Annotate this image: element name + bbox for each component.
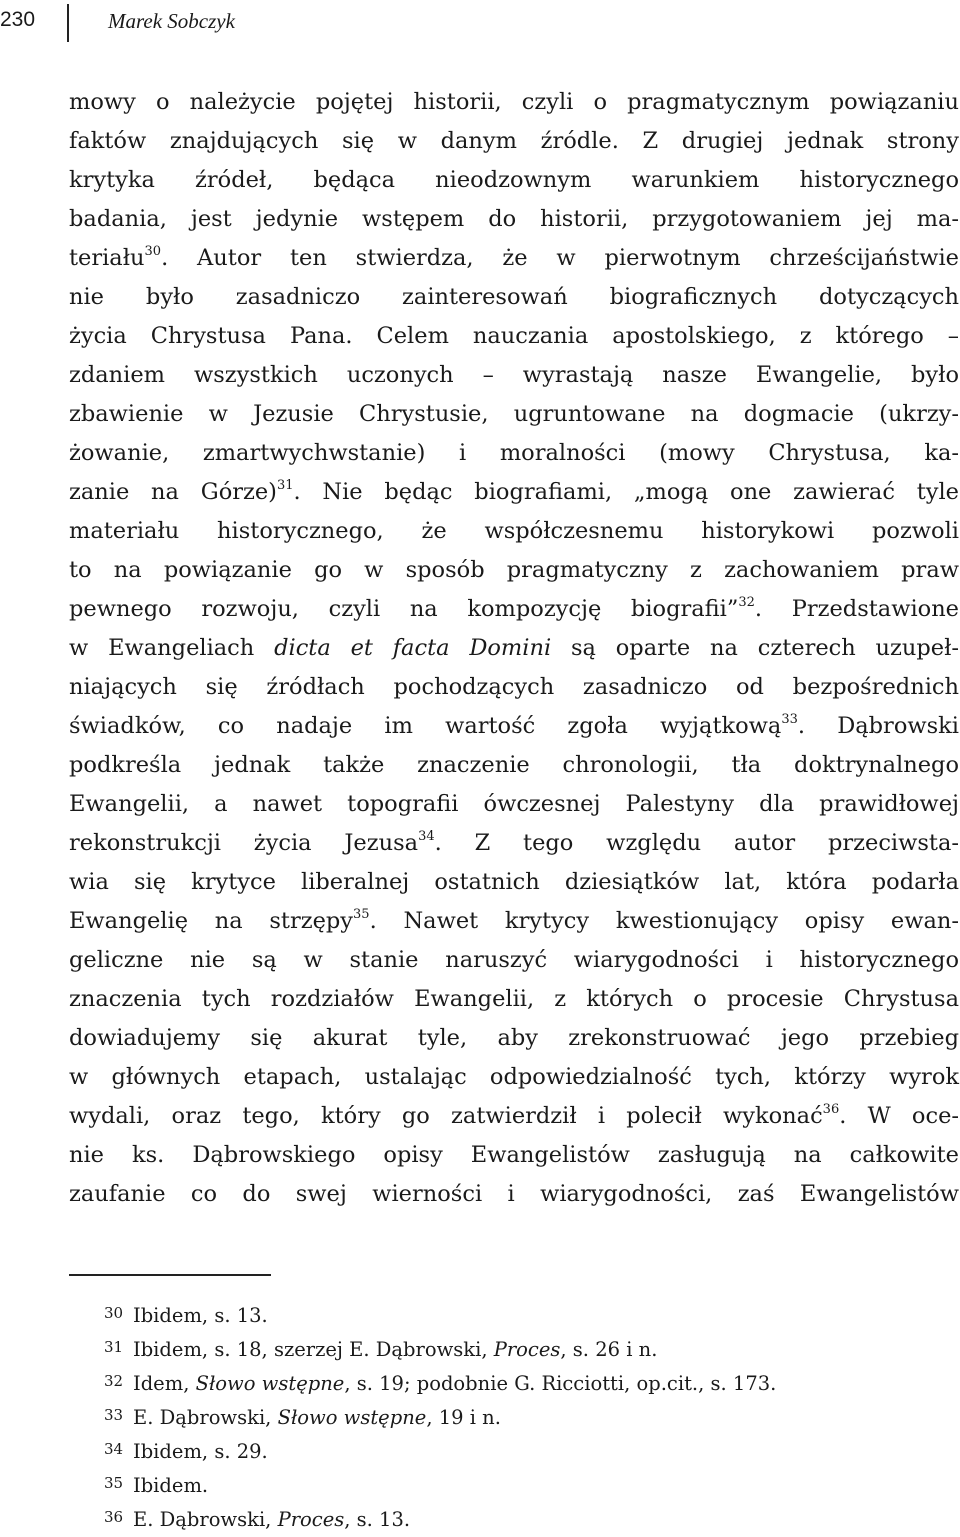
footnote-32 <box>104 1364 934 1398</box>
text-span: . Dąbrowski <box>797 713 959 739</box>
text-line: dowiadujemy się akurat tyle, aby zrekonstruować jego przebieg <box>69 1025 959 1051</box>
text-span: . Nie będąc biografiami, „mogą one zawierać tyle <box>293 479 959 505</box>
text-line <box>69 590 959 629</box>
footnote-number: 33 <box>104 1406 124 1424</box>
text-line: geliczne nie są w stanie naruszyć wiarygodności i historycznego <box>69 947 959 973</box>
footnote-ref: 36 <box>822 1102 840 1117</box>
text-span: zanie na Górze) <box>69 479 277 505</box>
text-line <box>69 629 959 668</box>
text-line: Ewangelii, a nawet topografii ówczesnej Palestyny dla prawidłowej <box>69 791 959 817</box>
text-span: . Autor ten stwierdza, że w pierwotnym chrześcijaństwie <box>161 245 959 271</box>
body-text <box>69 83 959 1214</box>
text-line: nie było zasadniczo zainteresowań biograficznych dotyczących <box>69 284 959 310</box>
text-span: . Nawet krytycy kwestionujący opisy ewan- <box>369 908 959 934</box>
footnote-number: 31 <box>104 1338 124 1356</box>
text-span: Ewangelię na strzępy <box>69 908 354 934</box>
text-line: wia się krytyce liberalnej ostatnich dziesiątków lat, która podarła <box>69 869 959 895</box>
footnote-number: 36 <box>104 1508 124 1526</box>
text-line: to na powiązanie go w sposób pragmatyczny z zachowaniem praw <box>69 557 959 583</box>
footnote-title: Słowo wstępne <box>195 1372 345 1395</box>
text-span: . Z tego względu autor przeciwsta- <box>434 830 959 856</box>
footnote-text: Ibidem, s. 18, szerzej E. Dąbrowski, <box>133 1338 494 1361</box>
text-line: zaufanie co do swej wierności i wiarygodności, zaś Ewangelistów <box>69 1181 959 1207</box>
footnote-ref: 30 <box>144 244 162 259</box>
text-line: w głównych etapach, ustalając odpowiedzialność tych, którzy wyrok <box>69 1064 959 1090</box>
text-line: niających się źródłach pochodzących zasadniczo od bezpośrednich <box>69 674 959 700</box>
text-span: . Przedstawione <box>754 596 959 622</box>
footnote-text: Ibidem, s. 13. <box>133 1304 268 1327</box>
text-span: wydali, oraz tego, który go zatwierdził i polecił wykonać <box>69 1103 823 1129</box>
text-line: znaczenia tych rozdziałów Ewangelii, z których o procesie Chrystusa <box>69 986 959 1012</box>
text-line: zbawienie w Jezusie Chrystusie, ugruntowane na dogmacie (ukrzy- <box>69 401 959 427</box>
footnote-number: 35 <box>104 1474 124 1492</box>
text-line <box>69 1097 959 1136</box>
text-line: faktów znajdujących się w danym źródle. Z drugiej jednak strony <box>69 128 959 154</box>
footnote-text: Idem, <box>133 1372 196 1395</box>
text-span: rekonstrukcji życia Jezusa <box>69 830 419 856</box>
text-line <box>69 902 959 941</box>
text-line: badania, jest jedynie wstępem do historii, przygotowaniem jej ma- <box>69 206 959 232</box>
page-header <box>0 0 960 44</box>
footnote-33 <box>104 1398 934 1432</box>
footnote-35 <box>104 1466 934 1500</box>
page-number: 230 <box>0 8 36 31</box>
text-line: mowy o należycie pojętej historii, czyli o pragmatycznym powiązaniu <box>69 89 959 115</box>
footnote-text: , s. 26 i n. <box>560 1338 658 1361</box>
footnote-34 <box>104 1432 934 1466</box>
text-span: pewnego rozwoju, czyli na kompozycję biografii” <box>69 596 739 622</box>
header-divider <box>67 4 69 42</box>
footnote-ref: 35 <box>353 907 370 922</box>
text-line: zdaniem wszystkich uczonych – wyrastają nasze Ewangelie, było <box>69 362 959 388</box>
text-line: krytyka źródeł, będąca nieodzownym warunkiem historycznego <box>69 167 959 193</box>
footnote-text: Ibidem, s. 29. <box>133 1440 268 1463</box>
text-line <box>69 473 959 512</box>
footnote-text: Ibidem. <box>133 1474 209 1497</box>
text-span: teriału <box>69 245 145 271</box>
footnote-31 <box>104 1330 934 1364</box>
text-line <box>69 239 959 278</box>
text-span: . W oce- <box>839 1103 959 1129</box>
running-head-author: Marek Sobczyk <box>108 9 235 33</box>
footnote-number: 32 <box>104 1372 124 1390</box>
text-line: życia Chrystusa Pana. Celem nauczania apostolskiego, z którego – <box>69 323 959 349</box>
footnote-number: 30 <box>104 1304 124 1322</box>
text-line: żowanie, zmartwychwstanie) i moralności (mowy Chrystusa, ka- <box>69 440 959 466</box>
text-line: materiału historycznego, że współczesnemu historykowi pozwoli <box>69 518 959 544</box>
text-line: nie ks. Dąbrowskiego opisy Ewangelistów zasługują na całkowite <box>69 1142 959 1168</box>
footnote-title: Proces <box>277 1508 345 1531</box>
footnote-text: , 19 i n. <box>426 1406 501 1429</box>
text-span: świadków, co nadaje im wartość zgoła wyjątkową <box>69 713 782 739</box>
text-span: w Ewangeliach <box>69 635 275 661</box>
footnote-36 <box>104 1500 934 1534</box>
footnote-title: Proces <box>493 1338 561 1361</box>
latin-phrase: dicta et facta Domini <box>274 635 552 661</box>
footnote-text: E. Dąbrowski, <box>133 1406 278 1429</box>
footnote-ref: 32 <box>738 595 755 610</box>
footnote-number: 34 <box>104 1440 124 1458</box>
text-line <box>69 707 959 746</box>
footnote-30 <box>104 1296 934 1330</box>
footnote-text: E. Dąbrowski, <box>133 1508 278 1531</box>
footnote-ref: 31 <box>276 478 294 493</box>
footnotes <box>104 1296 934 1534</box>
text-line <box>69 824 959 863</box>
footnote-ref: 33 <box>781 712 798 727</box>
text-line: podkreśla jednak także znaczenie chronologii, tła doktrynalnego <box>69 752 959 778</box>
footnote-title: Słowo wstępne <box>277 1406 427 1429</box>
footnote-text: , s. 19; podobnie G. Ricciotti, op.cit., s. 173. <box>344 1372 777 1395</box>
footnote-text: , s. 13. <box>344 1508 411 1531</box>
text-span: są oparte na czterech uzupeł- <box>551 635 959 661</box>
footnote-ref: 34 <box>418 829 435 844</box>
footnote-divider <box>69 1274 271 1276</box>
